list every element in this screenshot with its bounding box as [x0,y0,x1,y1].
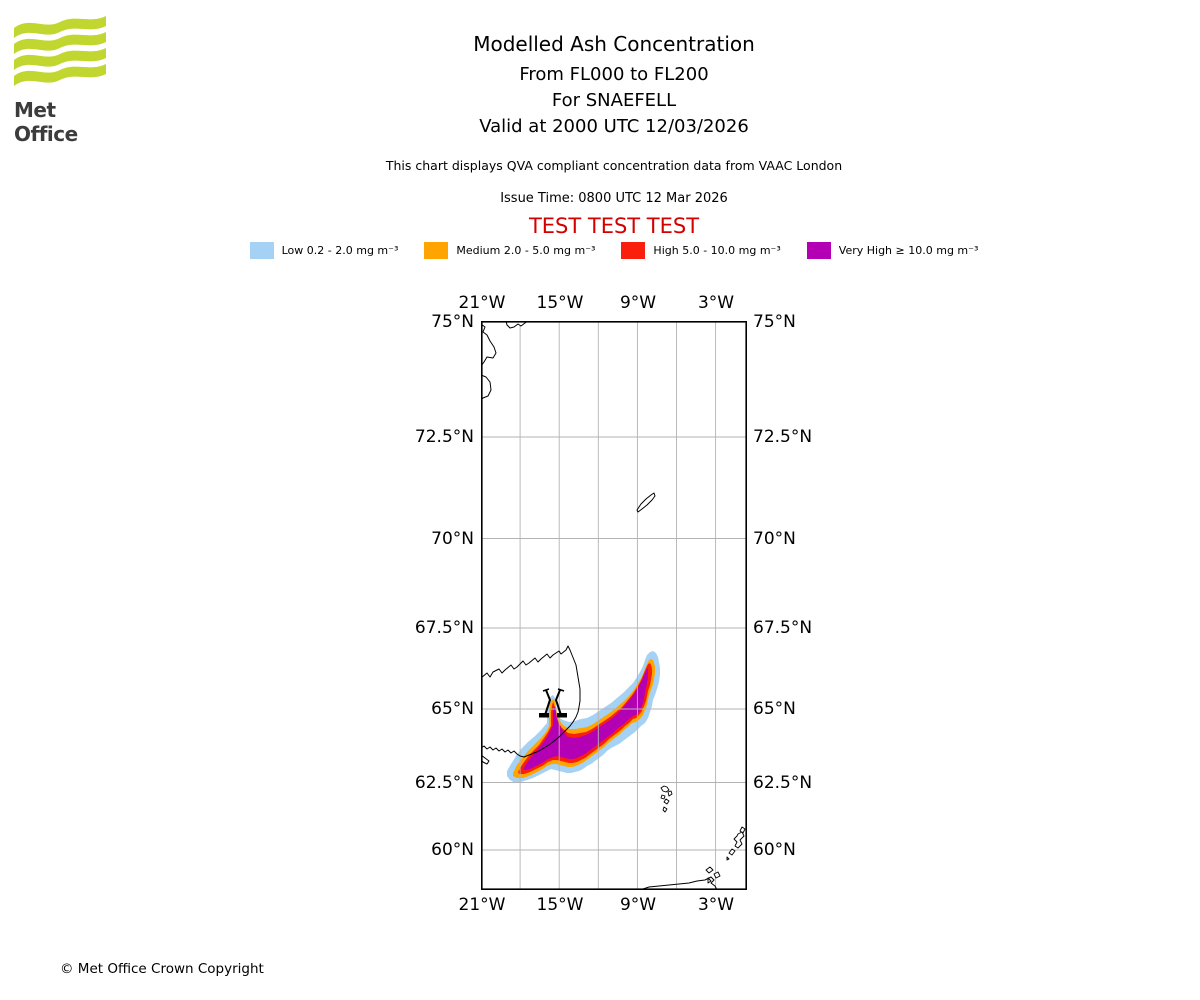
jan-mayen-island [637,493,655,512]
page-title: Modelled Ash Concentration [473,32,755,56]
valid-time-subtitle: Valid at 2000 UTC 12/03/2026 [479,116,749,137]
legend-item-very-high [807,242,979,259]
ash-dispersion-map [481,321,747,890]
legend-label-medium: Medium 2.0 - 5.0 mg m⁻³ [456,244,596,257]
greenland-coast [481,321,528,400]
crown-copyright-notice: © Met Office Crown Copyright [60,961,264,977]
met-office-logo-text: Met Office [14,98,78,146]
lat-label-right-65n: 65°N [753,699,796,719]
lat-label-right-75n: 75°N [753,312,796,332]
lon-label-top-21w: 21°W [458,293,506,313]
lat-label-left-60n: 60°N [431,840,474,860]
lat-label-right-60n: 60°N [753,840,796,860]
flight-level-subtitle: From FL000 to FL200 [519,64,709,85]
lat-label-left-75n: 75°N [431,312,474,332]
legend-label-low: Low 0.2 - 2.0 mg m⁻³ [281,244,399,257]
lat-label-right-72-5n: 72.5°N [753,427,813,447]
scotland-north-coast [640,877,717,890]
legend-label-very-high: Very High ≥ 10.0 mg m⁻³ [838,244,979,257]
legend-item-medium [424,242,595,259]
lat-label-right-62-5n: 62.5°N [753,773,813,793]
faroe-islands [661,786,672,812]
lon-label-top-15w: 15°W [536,293,584,313]
lon-label-bottom-21w: 21°W [458,895,506,915]
legend-label-high: High 5.0 - 10.0 mg m⁻³ [653,244,781,257]
lon-label-top-9w: 9°W [619,293,657,313]
lat-label-left-65n: 65°N [431,699,474,719]
qva-compliance-note: This chart displays QVA compliant concentration data from VAAC London [385,158,843,173]
lon-label-bottom-3w: 3°W [697,895,735,915]
legend-item-high [621,242,780,259]
lon-label-bottom-9w: 9°W [619,895,657,915]
concentration-legend [28,242,1200,259]
coastlines [481,321,745,890]
map-frame [482,322,746,889]
graticule-grid-lines [481,321,747,890]
lon-label-bottom-15w: 15°W [536,895,584,915]
volcano-subtitle: For SNAEFELL [551,90,677,111]
lat-label-left-72-5n: 72.5°N [414,427,474,447]
legend-swatch-very-high [807,242,831,259]
shetland-islands [727,827,745,860]
lat-label-right-67-5n: 67.5°N [753,618,813,638]
legend-swatch-high [621,242,645,259]
lat-label-left-67-5n: 67.5°N [414,618,474,638]
legend-swatch-low [250,242,274,259]
lat-label-left-70n: 70°N [431,529,474,549]
issue-time: Issue Time: 0800 UTC 12 Mar 2026 [500,191,728,206]
lon-label-top-3w: 3°W [697,293,735,313]
lat-label-left-62-5n: 62.5°N [414,773,474,793]
test-banner: TEST TEST TEST [528,214,700,238]
lat-label-right-70n: 70°N [753,529,796,549]
legend-swatch-medium [424,242,448,259]
legend-item-low [250,242,399,259]
